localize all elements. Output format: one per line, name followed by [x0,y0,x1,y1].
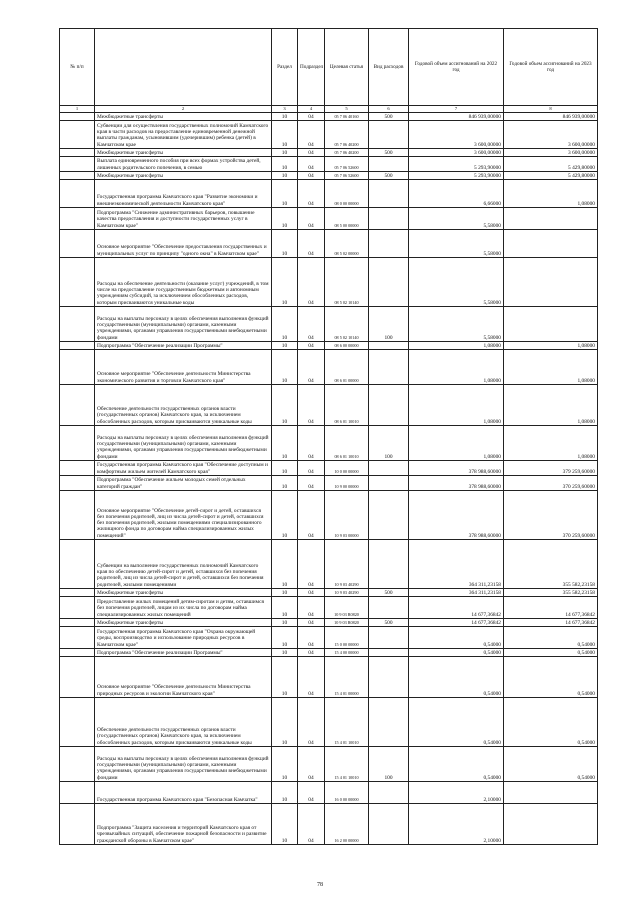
table-row [60,540,598,589]
row-exp-type [369,804,409,845]
row-amount-2022: 5,58000 [409,230,504,258]
colnum: 4 [298,106,325,113]
colnum: 2 [95,106,272,113]
row-section: 10 [272,113,298,121]
row-amount-2023: 846 939,00000 [504,113,598,121]
table-row [60,350,598,385]
row-name: Субвенции на выполнение государственных полномочий Камчатского края по обеспечению детей-сирот и детей, оставшихся без попечения родителей, лиц из числа детей-сирот и детей, оставшихся без попечения родителей, жилыми помещениями [95,540,272,589]
row-target: 05 7 06 40200 [325,149,369,157]
row-num [60,627,95,649]
row-section: 10 [272,342,298,350]
table-header-row [60,29,598,106]
row-amount-2022: 364 311,23158 [409,589,504,597]
row-exp-type [369,657,409,698]
row-amount-2023: 5 429,80000 [504,172,598,180]
row-amount-2023: 1,08000 [504,426,598,461]
row-target: 05 7 06 52600 [325,172,369,180]
row-amount-2022: 1,08000 [409,426,504,461]
row-amount-2022: 378 988,60000 [409,491,504,540]
row-amount-2022: 2,10000 [409,804,504,845]
table-row [60,208,598,230]
row-target: 05 7 06 40200 [325,121,369,149]
row-name: Подпрограмма "Защита населения и территорий Камчатского края от чрезвычайных ситуаций, обеспечение пожарной безопасности и развитие гражданской обороны в Камчатском крае" [95,804,272,845]
header-target: Целевая статья [325,29,369,106]
row-section: 10 [272,180,298,208]
row-subsection: 04 [298,113,325,121]
row-subsection: 04 [298,121,325,149]
row-amount-2023: 14 677,36842 [504,597,598,619]
row-exp-type [369,627,409,649]
row-amount-2022: 5 293,90000 [409,157,504,172]
row-exp-type: 100 [369,747,409,782]
row-exp-type [369,342,409,350]
row-name: Основное мероприятие "Обеспечение деятельности Министерства экономического развития и торговли Камчатского края" [95,350,272,385]
row-section: 10 [272,476,298,491]
row-target: 08 6 01 10010 [325,385,369,426]
row-name: Расходы на выплаты персоналу в целях обеспечения выполнения функций государственными (муниципальными) органами, казенными учреждениями, органами управления государственными внебюджетными фондами [95,747,272,782]
row-subsection: 04 [298,385,325,426]
row-exp-type [369,385,409,426]
row-num [60,804,95,845]
row-subsection: 04 [298,804,325,845]
row-target: 15 0 00 00000 [325,627,369,649]
row-amount-2022: 5,58000 [409,258,504,307]
row-num [60,426,95,461]
table-row [60,597,598,619]
row-exp-type: 100 [369,426,409,461]
row-name: Государственная программа Камчатского края "Обеспечение доступным и комфортным жильем жителей Камчатского края" [95,461,272,476]
row-target: 10 9 03 R0820 [325,619,369,627]
row-amount-2023: 0,54000 [504,698,598,747]
row-amount-2023: 379 259,60000 [504,461,598,476]
row-name: Подпрограмма "Обеспечение реализации Программы" [95,342,272,350]
row-target: 10 9 03 00000 [325,491,369,540]
row-subsection: 04 [298,589,325,597]
row-num [60,698,95,747]
row-num [60,342,95,350]
row-num [60,597,95,619]
row-num [60,149,95,157]
row-amount-2023: 3 600,00000 [504,149,598,157]
row-amount-2022: 5,58000 [409,307,504,342]
row-section: 10 [272,597,298,619]
row-name: Основное мероприятие "Обеспечение детей-сирот и детей, оставшихся без попечения родителей, лиц из числа детей-сирот и детей, оставшихся без попечения родителей, жилыми помещениями специализированного жилищного фонда по договорам найма специализированных жилых помещений" [95,491,272,540]
row-subsection: 04 [298,698,325,747]
row-amount-2022: 1,08000 [409,342,504,350]
row-num [60,172,95,180]
row-num [60,540,95,589]
row-amount-2023: 1,08000 [504,342,598,350]
row-subsection: 04 [298,208,325,230]
row-target: 08 5 02 00000 [325,230,369,258]
table-row [60,180,598,208]
row-exp-type [369,180,409,208]
row-name: Государственная программа Камчатского края "Развитие экономики и внешнеэкономической деятельности Камчатского края" [95,180,272,208]
row-amount-2022: 3 600,00000 [409,121,504,149]
row-amount-2022: 5,58000 [409,208,504,230]
row-subsection: 04 [298,350,325,385]
row-exp-type [369,350,409,385]
row-name: Государственная программа Камчатского края "Безопасная Камчатка" [95,782,272,804]
row-target: 15 4 01 10010 [325,747,369,782]
row-name: Подпрограмма "Обеспечение реализации Программы" [95,649,272,657]
row-amount-2022: 0,54000 [409,657,504,698]
row-section: 10 [272,350,298,385]
colnum: 8 [504,106,598,113]
row-subsection: 04 [298,782,325,804]
row-num [60,230,95,258]
row-amount-2023 [504,230,598,258]
row-section: 10 [272,461,298,476]
table-row [60,804,598,845]
row-subsection: 04 [298,649,325,657]
row-exp-type: 500 [369,113,409,121]
table-row [60,426,598,461]
row-amount-2022: 0,54000 [409,698,504,747]
row-exp-type: 500 [369,149,409,157]
row-num [60,350,95,385]
row-exp-type [369,121,409,149]
table-row [60,307,598,342]
colnum: 6 [369,106,409,113]
row-num [60,589,95,597]
row-target: 15 4 01 00000 [325,657,369,698]
row-name: Подпрограмма "Обеспечение жильем молодых семей отдельных категорий граждан" [95,476,272,491]
row-section: 10 [272,619,298,627]
row-num [60,157,95,172]
table-row [60,619,598,627]
row-amount-2022: 2,10000 [409,782,504,804]
row-target: 10 9 03 40290 [325,589,369,597]
row-num [60,491,95,540]
row-amount-2023: 355 582,23158 [504,589,598,597]
row-exp-type: 500 [369,619,409,627]
row-num [60,121,95,149]
row-amount-2023: 0,54000 [504,649,598,657]
row-amount-2022: 0,54000 [409,747,504,782]
row-amount-2023: 0,54000 [504,657,598,698]
row-num [60,385,95,426]
header-subsection: Подраздел [298,29,325,106]
table-row [60,121,598,149]
row-amount-2023 [504,208,598,230]
row-name: Межбюджетные трансферты [95,113,272,121]
row-exp-type [369,461,409,476]
row-amount-2022: 0,54000 [409,649,504,657]
row-subsection: 04 [298,747,325,782]
row-name: Выплата единовременного пособия при всех формах устройства детей, лишенных родительского попечения, в семью [95,157,272,172]
row-section: 10 [272,540,298,589]
row-subsection: 04 [298,597,325,619]
row-subsection: 04 [298,619,325,627]
row-num [60,180,95,208]
row-section: 10 [272,804,298,845]
row-exp-type [369,476,409,491]
row-section: 10 [272,307,298,342]
row-target: 10 9 03 40290 [325,540,369,589]
row-name: Обеспечение деятельности государственных органов власти (государственных органов) Камчатского края, за исключением обособленных расходов, которым присваиваются уникальные коды [95,385,272,426]
row-amount-2022: 378 988,60000 [409,476,504,491]
row-amount-2023: 355 582,23158 [504,540,598,589]
row-section: 10 [272,491,298,540]
row-num [60,782,95,804]
row-exp-type: 100 [369,307,409,342]
row-section: 10 [272,385,298,426]
row-name: Предоставление жилых помещений детям-сиротам и детям, оставшимся без попечения родителей, лицам из их числа по договорам найма специализированных жилых помещений [95,597,272,619]
table-row [60,113,598,121]
row-name: Основное мероприятие "Обеспечение деятельности Министерства природных ресурсов и экологии Камчатского края" [95,657,272,698]
header-exp-type: Вид расходов [369,29,409,106]
row-subsection: 04 [298,627,325,649]
row-amount-2022: 14 677,36842 [409,597,504,619]
row-section: 10 [272,627,298,649]
row-subsection: 04 [298,157,325,172]
budget-table [59,28,598,845]
row-subsection: 04 [298,657,325,698]
table-row [60,649,598,657]
table-row [60,385,598,426]
header-2023: Годовой объем ассигнований на 2023 год [504,29,598,106]
row-name: Межбюджетные трансферты [95,619,272,627]
row-exp-type [369,157,409,172]
row-section: 10 [272,747,298,782]
row-num [60,747,95,782]
table-row [60,627,598,649]
row-section: 10 [272,426,298,461]
table-row [60,157,598,172]
header-name [95,29,272,106]
row-amount-2023: 3 600,00000 [504,121,598,149]
page-number: 78 [317,882,323,888]
table-row [60,342,598,350]
row-exp-type: 500 [369,172,409,180]
row-name: Межбюджетные трансферты [95,172,272,180]
row-target: 05 7 06 52600 [325,157,369,172]
row-target: 08 6 01 10010 [325,426,369,461]
row-amount-2022: 0,54000 [409,627,504,649]
row-section: 10 [272,649,298,657]
table-row [60,589,598,597]
row-subsection: 04 [298,149,325,157]
row-num [60,113,95,121]
table-row [60,149,598,157]
row-name: Обеспечение деятельности государственных органов власти (государственных органов) Камчатского края, за исключением обособленных расходов, которым присваиваются уникальные коды [95,698,272,747]
table-row [60,476,598,491]
row-amount-2022: 1,08000 [409,385,504,426]
row-amount-2023 [504,782,598,804]
row-target: 10 9 00 00000 [325,476,369,491]
row-subsection: 04 [298,426,325,461]
row-amount-2023: 1,08000 [504,350,598,385]
row-target: 10 0 00 00000 [325,461,369,476]
row-exp-type [369,782,409,804]
row-num [60,619,95,627]
row-section: 10 [272,121,298,149]
table-row [60,747,598,782]
row-exp-type: 500 [369,589,409,597]
column-number-row [60,106,598,113]
table-body [60,29,598,845]
row-amount-2022: 378 988,60000 [409,461,504,476]
row-name: Межбюджетные трансферты [95,149,272,157]
row-subsection: 04 [298,307,325,342]
row-name: Расходы на обеспечение деятельности (оказание услуг) учреждений, в том числе на предоставление государственным бюджетным и автономным учреждениям субсидий, за исключением обособленных расходов, которым присваиваются уникальные коды [95,258,272,307]
row-amount-2023: 5 429,80000 [504,157,598,172]
row-amount-2023: 370 259,60000 [504,491,598,540]
row-section: 10 [272,149,298,157]
row-amount-2022: 5 293,90000 [409,172,504,180]
row-num [60,208,95,230]
row-section: 10 [272,172,298,180]
row-amount-2023: 14 677,36842 [504,619,598,627]
row-name: Межбюджетные трансферты [95,589,272,597]
row-target: 16 0 00 00000 [325,782,369,804]
row-exp-type [369,230,409,258]
row-exp-type [369,208,409,230]
row-target: 08 5 02 10140 [325,258,369,307]
row-subsection: 04 [298,476,325,491]
row-exp-type [369,491,409,540]
colnum: 5 [325,106,369,113]
row-section: 10 [272,208,298,230]
row-exp-type [369,597,409,619]
table-row [60,491,598,540]
row-num [60,657,95,698]
row-name: Расходы на выплаты персоналу в целях обеспечения выполнения функций государственными (муниципальными) органами, казенными учреждениями, органами управления государственными внебюджетными фондами [95,307,272,342]
row-amount-2022: 6,66000 [409,180,504,208]
row-target: 08 6 01 00000 [325,350,369,385]
row-amount-2023: 0,54000 [504,627,598,649]
row-name: Субвенции для осуществления государственных полномочий Камчатского края в части расходов на предоставление единовременной денежной выплаты гражданам, усыновившим (удочерившим) ребенка (детей) в Камчатском крае [95,121,272,149]
row-num [60,649,95,657]
row-target: 16 2 00 00000 [325,804,369,845]
row-subsection: 04 [298,172,325,180]
row-subsection: 04 [298,540,325,589]
colnum: 1 [60,106,95,113]
header-section: Раздел [272,29,298,106]
colnum: 3 [272,106,298,113]
row-section: 10 [272,157,298,172]
row-target: 08 5 00 00000 [325,208,369,230]
row-num [60,258,95,307]
row-amount-2023 [504,258,598,307]
row-name: Расходы на выплаты персоналу в целях обеспечения выполнения функций государственными (муниципальными) органами, казенными учреждениями, органами управления государственными внебюджетными фондами [95,426,272,461]
row-section: 10 [272,230,298,258]
row-exp-type [369,540,409,589]
row-section: 10 [272,698,298,747]
row-amount-2023: 370 259,60000 [504,476,598,491]
row-num [60,461,95,476]
row-section: 10 [272,258,298,307]
row-target: 08 6 00 00000 [325,342,369,350]
table-row [60,698,598,747]
row-target: 15 4 01 10010 [325,698,369,747]
row-amount-2022: 14 677,36842 [409,619,504,627]
row-target: 10 9 03 R0820 [325,597,369,619]
row-amount-2023: 0,54000 [504,747,598,782]
row-section: 10 [272,657,298,698]
table-row [60,172,598,180]
row-num [60,476,95,491]
row-target: 05 7 06 40160 [325,113,369,121]
table-row [60,657,598,698]
header-2022: Годовой объем ассигнований на 2022 год [409,29,504,106]
row-section: 10 [272,589,298,597]
row-subsection: 04 [298,230,325,258]
row-amount-2022: 364 311,23158 [409,540,504,589]
row-subsection: 04 [298,180,325,208]
row-name: Подпрограмма "Снижение административных барьеров, повышение качества предоставления и доступности государственных услуг в Камчатском крае" [95,208,272,230]
header-num: № п/п [60,29,95,106]
row-subsection: 04 [298,461,325,476]
row-target: 08 0 00 00000 [325,180,369,208]
row-amount-2022: 3 600,00000 [409,149,504,157]
row-amount-2022: 1,08000 [409,350,504,385]
row-subsection: 04 [298,342,325,350]
row-amount-2023: 1,08000 [504,385,598,426]
row-amount-2023 [504,307,598,342]
row-exp-type [369,698,409,747]
row-name: Государственная программа Камчатского края "Охрана окружающей среды, воспроизводство и использование природных ресурсов в Камчатском крае" [95,627,272,649]
row-subsection: 04 [298,258,325,307]
row-target: 15 4 00 00000 [325,649,369,657]
row-amount-2023 [504,804,598,845]
row-section: 10 [272,782,298,804]
row-amount-2022: 846 939,00000 [409,113,504,121]
colnum: 7 [409,106,504,113]
row-exp-type [369,649,409,657]
row-amount-2023: 1,08000 [504,180,598,208]
table-row [60,461,598,476]
row-name: Основное мероприятие "Обеспечение предоставления государственных и муниципальных услуг по принципу "одного окна" в Камчатском крае" [95,230,272,258]
row-num [60,307,95,342]
row-exp-type [369,258,409,307]
row-subsection: 04 [298,491,325,540]
table-row [60,230,598,258]
row-target: 08 5 02 10140 [325,307,369,342]
table-row [60,258,598,307]
table-row [60,782,598,804]
